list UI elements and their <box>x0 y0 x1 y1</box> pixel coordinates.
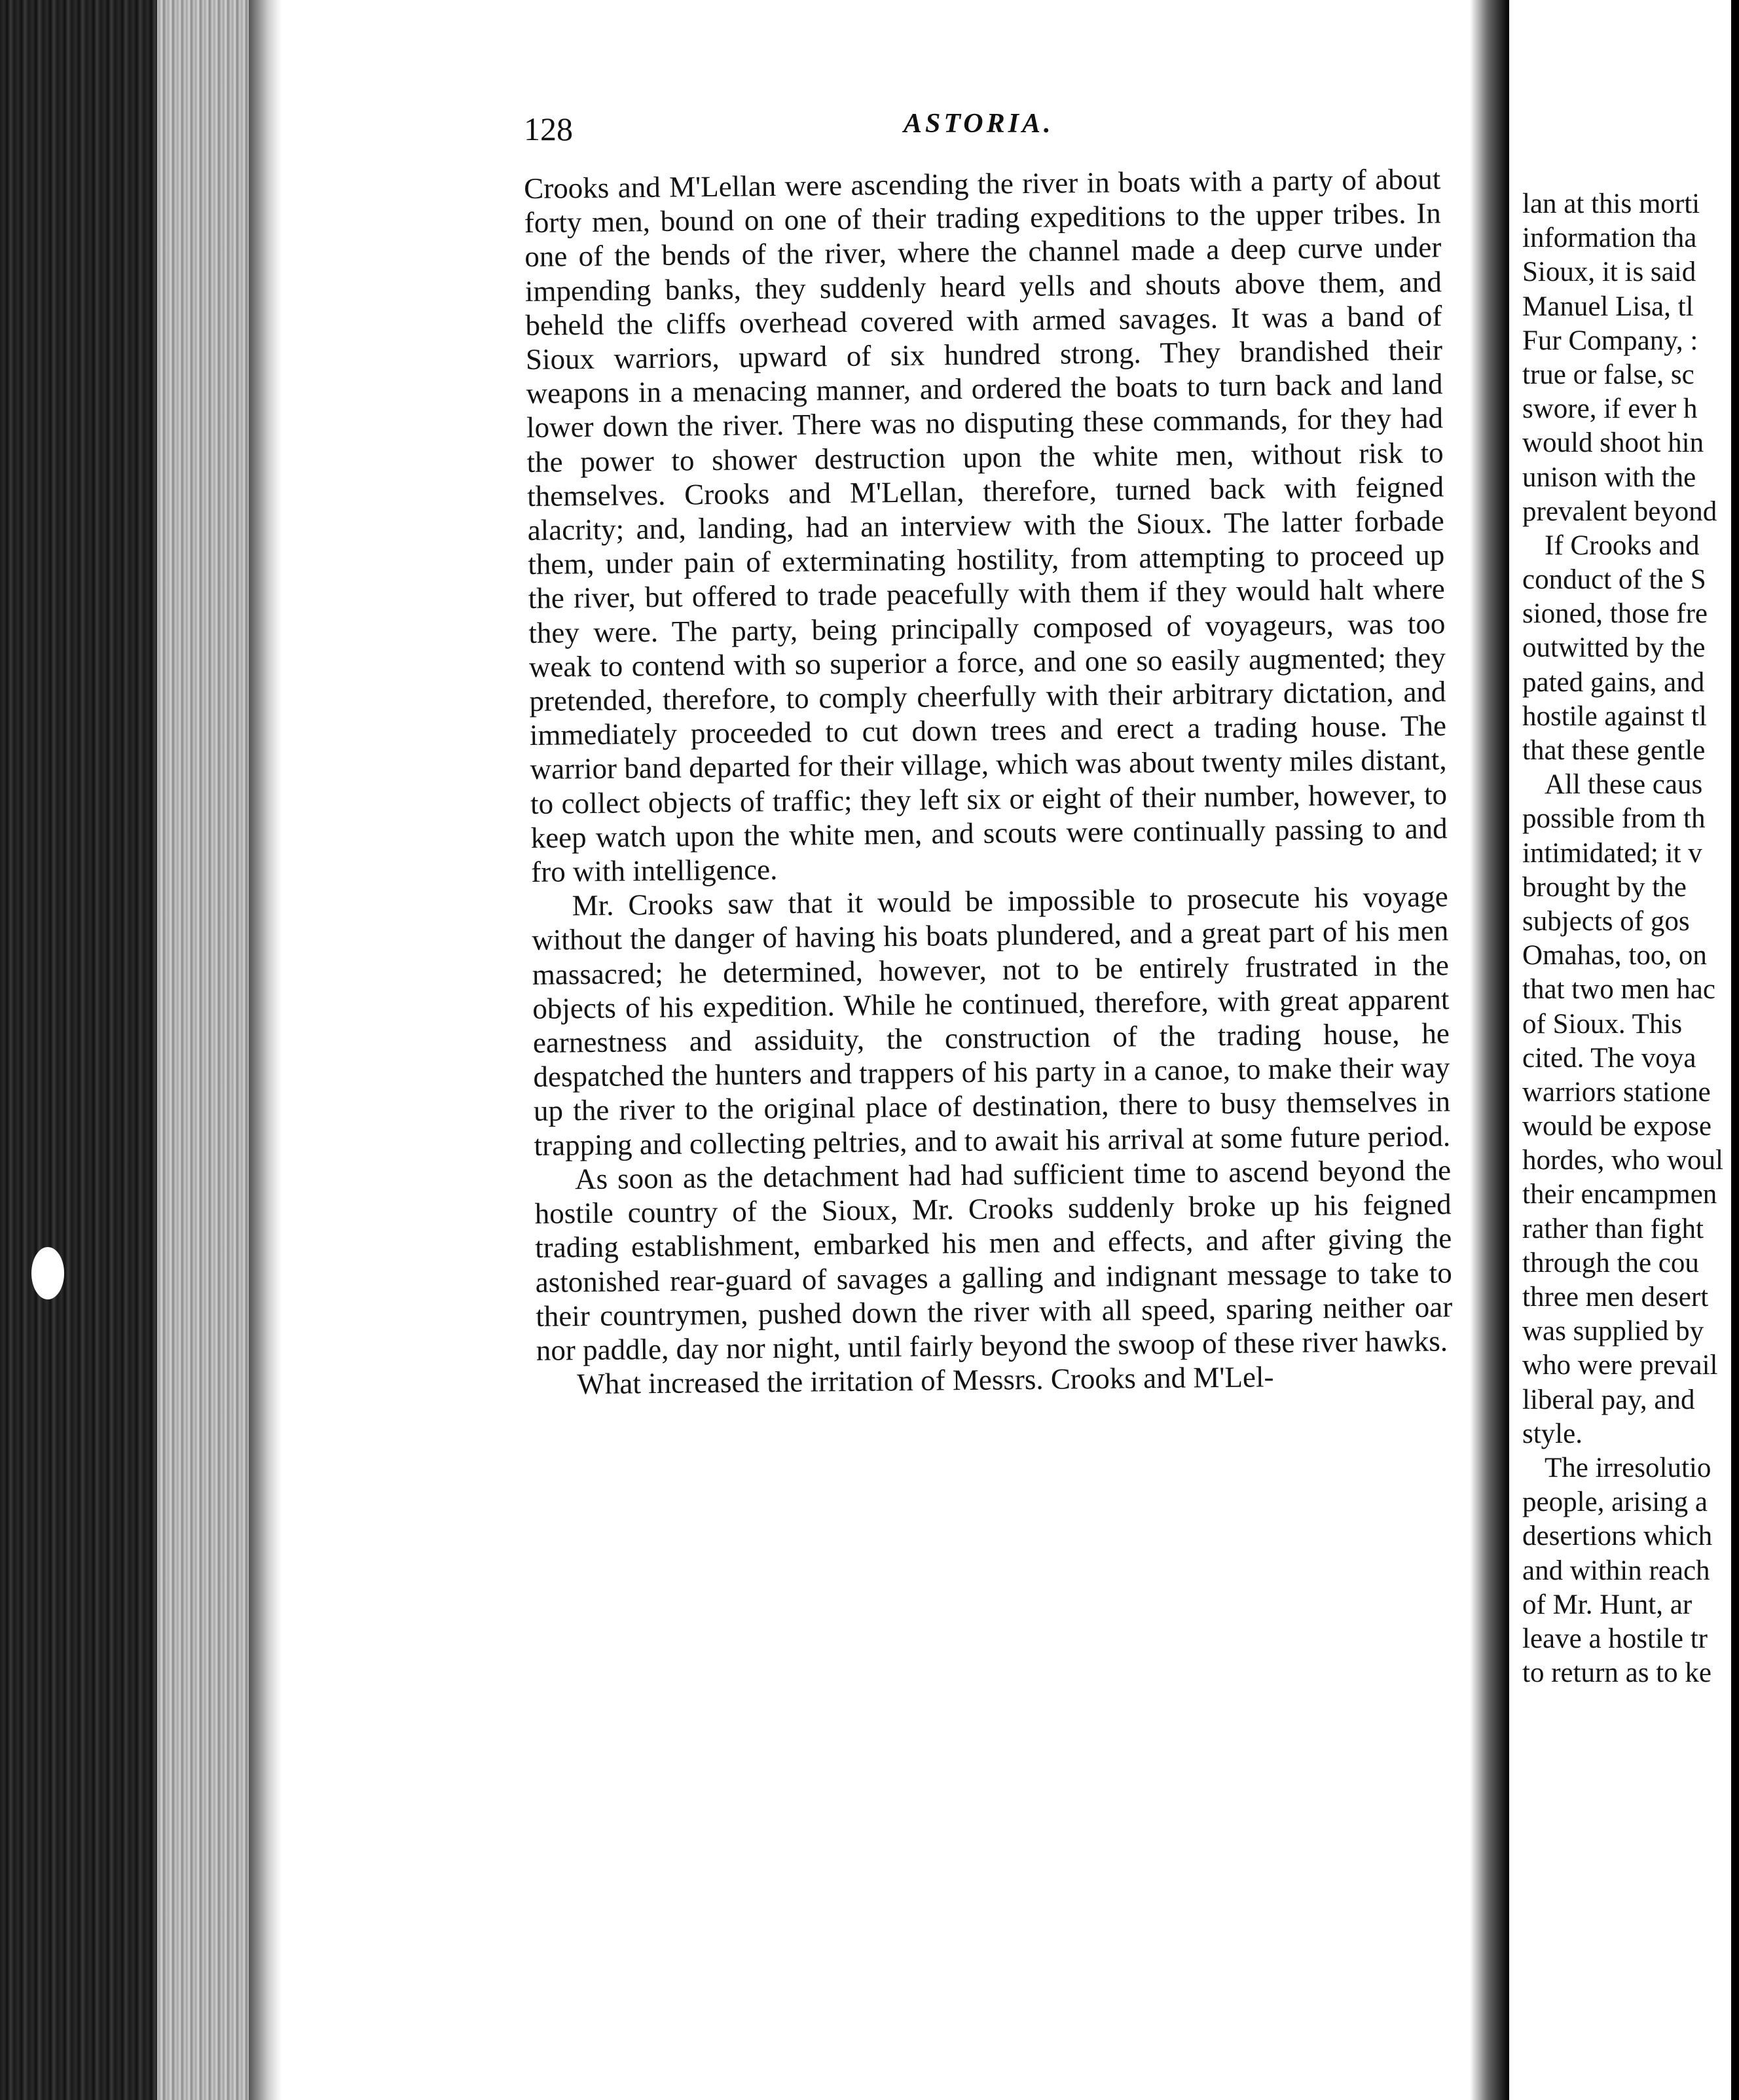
facing-line: rather than fight <box>1522 1213 1704 1244</box>
facing-line: If Crooks and <box>1545 530 1700 561</box>
facing-line: their encampmen <box>1522 1179 1717 1210</box>
facing-line: unison with the <box>1522 462 1696 493</box>
left-page <box>282 0 1480 2100</box>
paragraph: Crooks and M'Lellan were ascending the river in boats with a party of about forty men, bound on one of their trading expeditions to the upper tribes. In one of the bends of the river, where the channel made a deep curve under impending banks, they suddenly heard yells and shouts above them, and beheld the cliffs overhead covered with armed savages. It was a band of Sioux warriors, upward of six hundred strong. They brandished their weapons in a menacing manner, and ordered the boats to turn back and land lower down the river. There was no disputing these commands, for they had the power to shower destruction upon the white men, without risk to themselves. Crooks and M'Lellan, therefore, turned back with feigned alacrity; and, landing, had an interview with the Sioux. The latter forbade them, under pain of exterminating hostility, from attempting to proceed up the river, but offered to trade peacefully with them if they would halt where they were. The party, being principally composed of voyageurs, was too weak to contend with so superior a force, and one so easily augmented; they pretended, therefore, to comply cheerfully with their arbitrary dictation, and immediately proceeded to cut down trees and erect a trading house. The warrior band departed for their village, which was about twenty miles distant, to collect objects of traffic; they left six or eight of their number, however, to keep watch upon the white men, and scouts were continually passing to and fro with intelligence. <box>524 162 1448 889</box>
facing-line: to return as to ke <box>1522 1657 1712 1689</box>
facing-line: hostile against tl <box>1522 700 1707 732</box>
page-number: 128 <box>524 111 573 147</box>
facing-line: and within reach <box>1522 1555 1710 1586</box>
facing-line: that two men hac <box>1522 974 1715 1005</box>
facing-line: liberal pay, and <box>1522 1384 1695 1415</box>
facing-line: would shoot hin <box>1522 427 1704 459</box>
spine-blemish <box>31 1247 64 1299</box>
facing-line: All these caus <box>1545 769 1703 801</box>
facing-line: brought by the <box>1522 871 1687 903</box>
facing-line: subjects of gos <box>1522 905 1690 937</box>
facing-line: that these gentle <box>1522 735 1706 766</box>
facing-line: people, arising a <box>1522 1487 1708 1518</box>
facing-line: style. <box>1522 1418 1583 1449</box>
page-gutter <box>1470 0 1509 2100</box>
body-text <box>524 162 1454 1402</box>
binding-shadow <box>249 0 282 2100</box>
facing-line: Manuel Lisa, tl <box>1522 291 1694 322</box>
facing-line: prevalent beyond <box>1522 496 1717 527</box>
facing-line: leave a hostile tr <box>1522 1623 1708 1654</box>
facing-line: would be expose <box>1522 1111 1712 1142</box>
facing-line: possible from th <box>1522 803 1706 835</box>
facing-line: conduct of the S <box>1522 564 1706 596</box>
facing-line: Omahas, too, on <box>1522 940 1707 971</box>
facing-line: was supplied by <box>1522 1316 1704 1347</box>
paragraph: What increased the irritation of Messrs. Crooks and M'Lel- <box>577 1360 1274 1401</box>
facing-line: The irresolutio <box>1545 1452 1712 1483</box>
facing-line: of Sioux. This <box>1522 1008 1683 1040</box>
facing-line: swore, if ever h <box>1522 393 1698 425</box>
facing-line: through the cou <box>1522 1247 1699 1278</box>
facing-line: pated gains, and <box>1522 666 1705 698</box>
facing-line: outwitted by the <box>1522 632 1706 664</box>
running-head: ASTORIA. <box>904 109 1054 139</box>
facing-line: true or false, sc <box>1522 359 1694 390</box>
facing-line: Sioux, it is said <box>1522 257 1696 288</box>
facing-line: who were prevail <box>1522 1350 1718 1381</box>
facing-line: three men desert <box>1522 1282 1709 1312</box>
paragraph: Mr. Crooks saw that it would be impossible to prosecute his voyage without the danger of having his boats plundered, and a great part of his men massacred; he determined, however, not to be entirely frustrated in the objects of his expedition. While he continued, therefore, with great apparent earnestness and assiduity, the construction of the trading house, he despatched the hunters and trappers of his party in a canoe, to make their way up the river to the original place of destination, there to busy themselves in trapping and collecting peltries, and to await his arrival at some future period. <box>532 880 1451 1162</box>
paragraph: As soon as the detachment had had sufficient time to ascend beyond the hostile country of the Sioux, Mr. Crooks suddenly broke up his feigned trading establishment, embarked his men and effects, and after giving the astonished rear-guard of savages a galling and indignant message to take to their countrymen, pushed down the river with all speed, sparing neither oar nor paddle, day nor night, until fairly beyond the swoop of these river hawks. <box>534 1153 1453 1367</box>
facing-line: Fur Company, : <box>1522 325 1698 356</box>
facing-line: cited. The voya <box>1522 1042 1696 1074</box>
facing-line: warriors statione <box>1522 1076 1711 1108</box>
facing-line: desertions which <box>1522 1521 1713 1552</box>
facing-line: lan at this morti <box>1522 189 1700 219</box>
facing-line: of Mr. Hunt, ar <box>1522 1589 1693 1620</box>
facing-line: information tha <box>1522 223 1697 254</box>
facing-line: intimidated; it v <box>1522 837 1702 869</box>
facing-line: hordes, who woul <box>1522 1145 1723 1176</box>
facing-line: sioned, those fre <box>1522 598 1708 630</box>
right-edge-shadow <box>1731 0 1739 2100</box>
facing-text <box>1522 187 1739 1690</box>
right-page-fragment <box>1509 0 1739 2100</box>
